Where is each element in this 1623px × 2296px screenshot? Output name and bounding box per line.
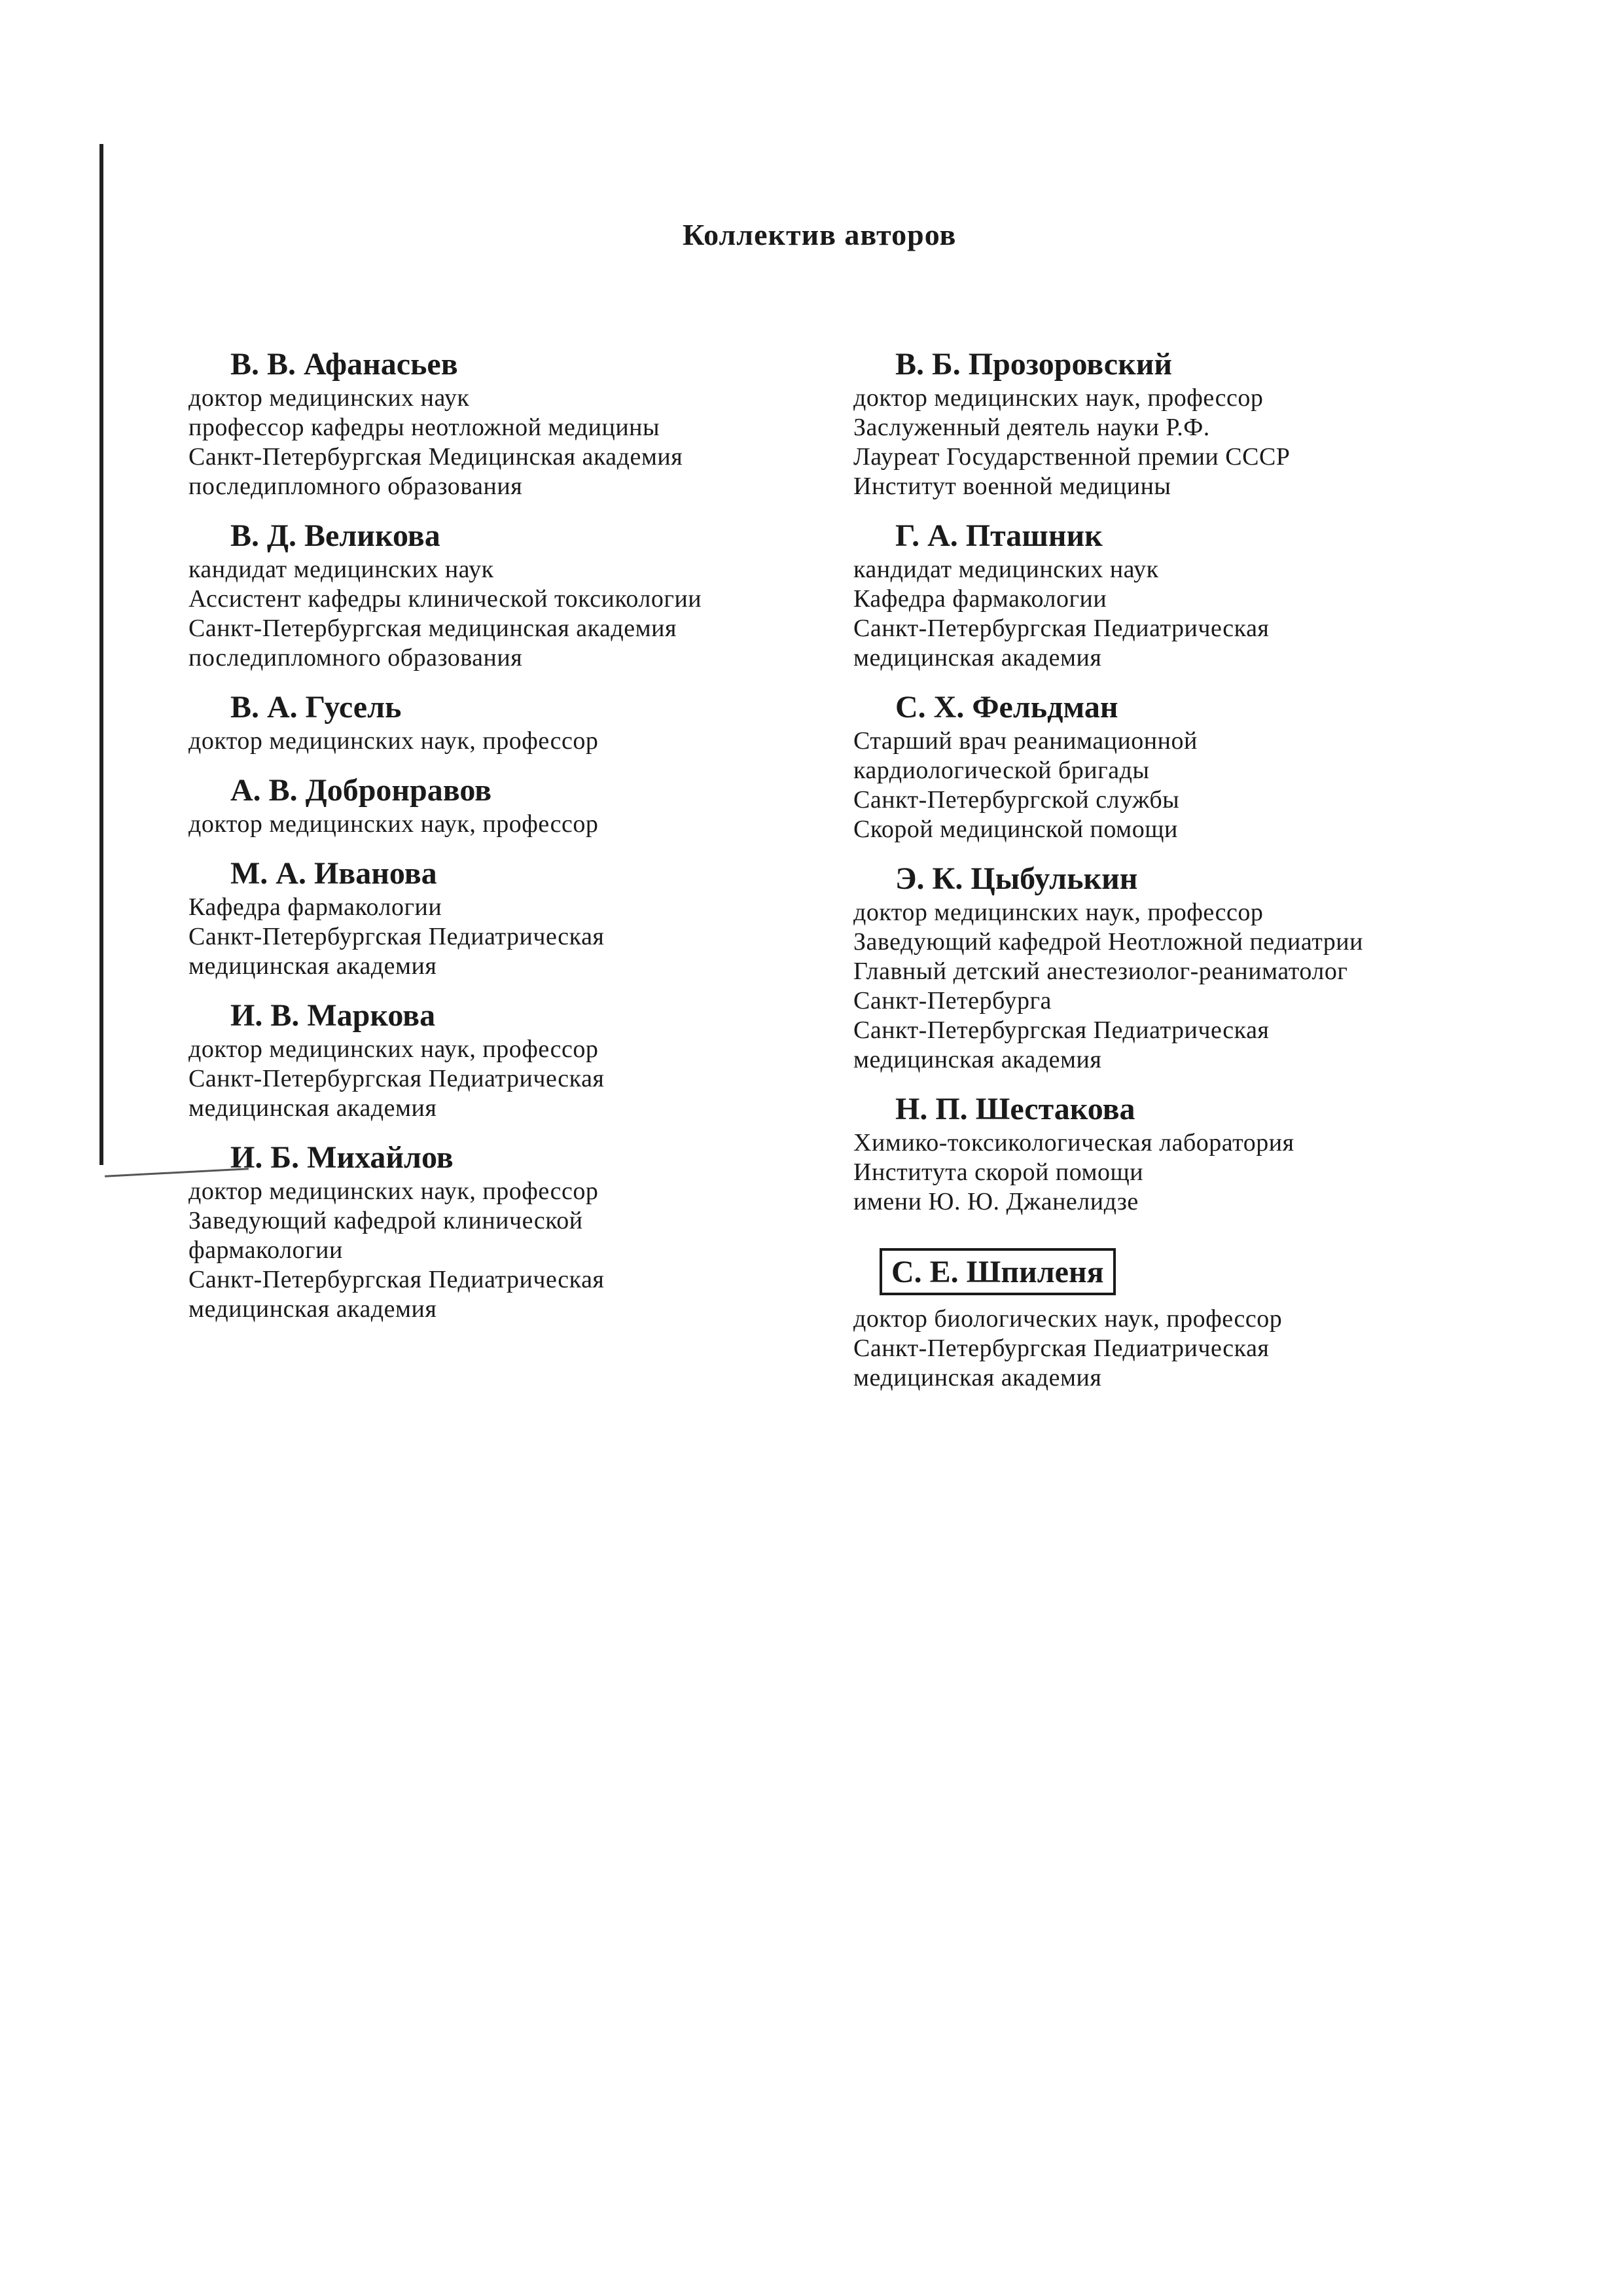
author-affiliation-line: Старший врач реанимационной: [853, 727, 1198, 755]
author-name: С. Е. Шпиленя: [880, 1248, 1116, 1295]
author-affiliation-line: Санкт-Петербургская Педиатрическая: [853, 1335, 1270, 1362]
author-affiliation-line: Лауреат Государственной премии СССР: [853, 443, 1291, 471]
author-name: Н. П. Шестакова: [895, 1092, 1135, 1126]
author-affiliation-line: профессор кафедры неотложной медицины: [188, 414, 660, 441]
author-affiliation-line: доктор медицинских наук, профессор: [188, 810, 599, 838]
author-entry: [188, 689, 830, 756]
author-entry: [853, 1090, 1508, 1217]
author-affiliation-line: медицинская академия: [853, 1364, 1102, 1391]
author-name: Э. К. Цыбулькин: [895, 861, 1138, 896]
author-affiliation-line: Кафедра фармакологии: [188, 893, 442, 921]
author-affiliation-line: кандидат медицинских наук: [188, 556, 494, 583]
author-affiliation-line: медицинская академия: [853, 644, 1102, 672]
author-name: В. Д. Великова: [230, 518, 440, 553]
author-affiliation-line: последипломного образования: [188, 473, 523, 500]
author-affiliation-line: кардиологической бригады: [853, 757, 1150, 784]
author-affiliation-line: Санкт-Петербургская медицинская академия: [188, 615, 677, 642]
author-name: И. В. Маркова: [230, 998, 436, 1033]
author-affiliation-line: Заслуженный деятель науки Р.Ф.: [853, 414, 1210, 441]
author-affiliation-line: имени Ю. Ю. Джанелидзе: [853, 1188, 1139, 1215]
author-affiliation-line: доктор медицинских наук, профессор: [853, 899, 1264, 926]
author-affiliation-line: Санкт-Петербургская Педиатрическая: [853, 615, 1270, 642]
author-affiliation-line: Санкт-Петербургской службы: [853, 786, 1180, 814]
author-affiliation-line: Главный детский анестезиолог-реаниматолог: [853, 958, 1348, 985]
author-affiliation-line: доктор медицинских наук, профессор: [188, 1035, 599, 1063]
author-affiliation-line: медицинская академия: [188, 1295, 437, 1323]
scan-edge-mark: [99, 144, 103, 1165]
author-affiliation-line: доктор медицинских наук, профессор: [853, 384, 1264, 412]
author-affiliation-line: Кафедра фармакологии: [853, 585, 1107, 613]
author-name: С. Х. Фельдман: [895, 690, 1118, 725]
author-entry: [188, 772, 830, 839]
author-entry: [188, 997, 830, 1123]
author-entry: [188, 1139, 830, 1324]
author-affiliation-line: Заведующий кафедрой Неотложной педиатрии: [853, 928, 1363, 956]
author-affiliation-line: Ассистент кафедры клинической токсикологии: [188, 585, 702, 613]
author-entry: [853, 346, 1508, 501]
author-affiliation-line: Скорой медицинской помощи: [853, 816, 1178, 843]
author-affiliation-line: Института скорой помощи: [853, 1158, 1144, 1186]
author-affiliation-line: Санкт-Петербургская Педиатрическая: [188, 1065, 605, 1092]
author-affiliation-line: медицинская академия: [188, 1094, 437, 1122]
author-affiliation-line: доктор медицинских наук: [188, 384, 470, 412]
author-affiliation-line: Санкт-Петербургская Педиатрическая: [188, 1266, 605, 1293]
author-entry: [188, 517, 830, 673]
author-affiliation-line: доктор медицинских наук, профессор: [188, 1177, 599, 1205]
author-name: В. А. Гусель: [230, 690, 402, 725]
right-author-column: [853, 346, 1508, 1408]
author-affiliation-line: Санкт-Петербургская Педиатрическая: [188, 923, 605, 950]
author-name: В. В. Афанасьев: [230, 347, 458, 382]
author-name: Г. А. Пташник: [895, 518, 1103, 553]
author-name: А. В. Добронравов: [230, 773, 492, 808]
author-affiliation-line: последипломного образования: [188, 644, 523, 672]
author-affiliation-line: медицинская академия: [188, 952, 437, 980]
author-affiliation-line: Санкт-Петербургская Медицинская академия: [188, 443, 683, 471]
author-affiliation-line: Заведующий кафедрой клинической: [188, 1207, 583, 1234]
author-entry: [853, 1232, 1508, 1393]
author-name: В. Б. Прозоровский: [895, 347, 1173, 382]
author-name: М. А. Иванова: [230, 856, 437, 891]
left-author-column: [188, 346, 830, 1340]
author-affiliation-line: фармакологии: [188, 1236, 343, 1264]
author-entry: [188, 346, 830, 501]
author-affiliation-line: доктор медицинских наук, профессор: [188, 727, 599, 755]
author-entry: [853, 860, 1508, 1075]
author-affiliation-line: доктор биологических наук, профессор: [853, 1305, 1283, 1333]
author-affiliation-line: медицинская академия: [853, 1046, 1102, 1073]
author-affiliation-line: Санкт-Петербурга: [853, 987, 1052, 1014]
author-name: И. Б. Михайлов: [230, 1140, 454, 1175]
author-entry: [188, 855, 830, 981]
author-entry: [853, 689, 1508, 844]
author-affiliation-line: Санкт-Петербургская Педиатрическая: [853, 1016, 1270, 1044]
author-entry: [853, 517, 1508, 673]
author-affiliation-line: кандидат медицинских наук: [853, 556, 1159, 583]
page-title: Коллектив авторов: [683, 218, 957, 251]
author-affiliation-line: Институт военной медицины: [853, 473, 1171, 500]
author-affiliation-line: Химико-токсикологическая лаборатория: [853, 1129, 1294, 1157]
